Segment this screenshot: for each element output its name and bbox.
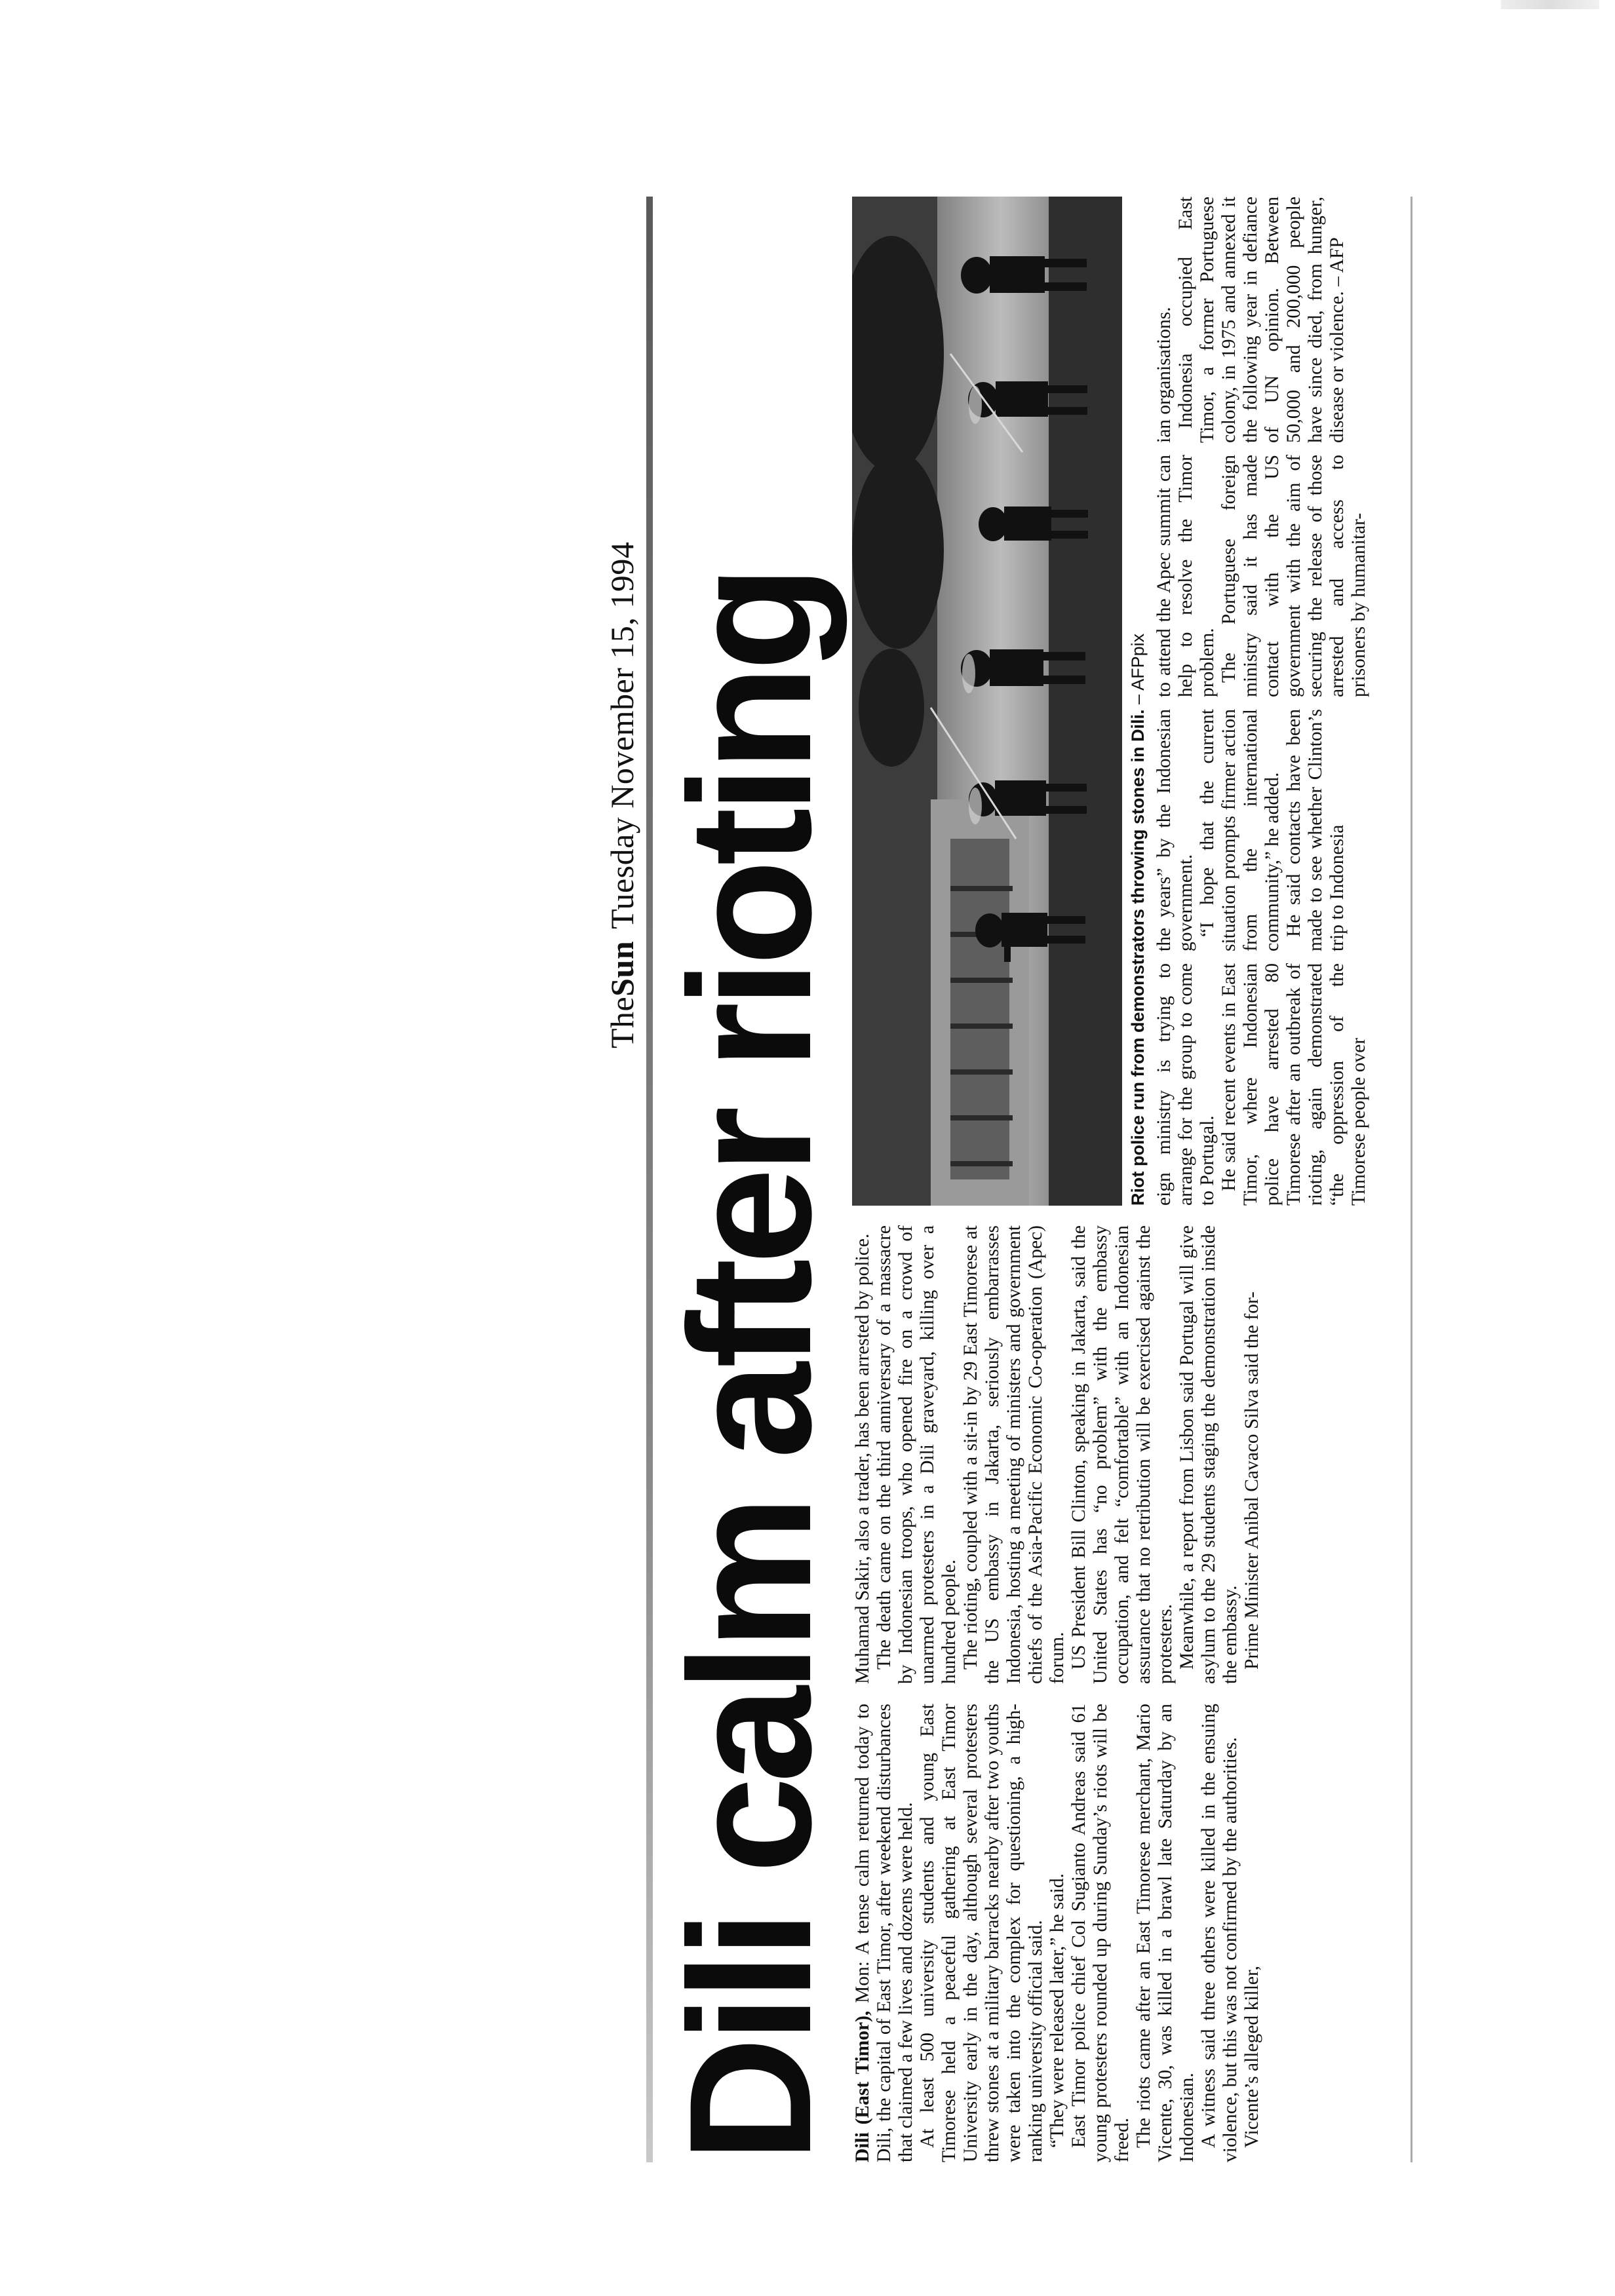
article-paragraph: eign ministry is trying to arrange for the group to come to Portugal. [1154,963,1218,1206]
article-paragraph: Meanwhile, a report from Lisbon said Portugal will give asylum to the 29 students staging the demonstration inside the embassy. [1177,1225,1241,1684]
article-paragraph: ian organisations. [1154,307,1175,443]
article-column-4 [1154,709,1403,951]
newspaper-clipping [603,197,1521,2162]
masthead-rule [646,197,653,2162]
article-paragraph: Muhamad Sakir, also a trader, has been arrested by police. [852,1233,873,1684]
masthead-brand-name: Sun [604,940,640,997]
article-paragraph: The riots came after an East Timorese merchant, Mario Vicente, 30, was killed in a brawl late Saturday by an Indonesian. [1133,1704,1197,2162]
article-paragraph: Vicente’s alleged killer, [1241,1965,1262,2148]
article-paragraph: The rioting, coupled with a sit-in by 29 East Timorese at the US embassy in Jakarta, seriously embarrasses Indonesia, hosting a meeting of ministers and government chiefs of the Asia-Pacific Economic Co-operation (Apec) forum. [960,1225,1068,1684]
news-photo [852,197,1122,1206]
article-column-6 [1154,197,1403,443]
masthead-brand-prefix: The [604,996,640,1048]
article-column-5 [1154,455,1403,697]
article-column-3 [1154,963,1403,1206]
photo-credit: – AFPpix [1128,633,1148,710]
article-paragraph: A witness said three others were killed in the ensuing violence, but this was not confirmed by the authorities. [1198,1704,1241,2162]
article-paragraph: “They were released later,” he said. [1047,1873,1068,2148]
photo-caption [1127,197,1148,1206]
article-paragraph: He said recent events in East Timor, where Indonesian police have arrested 80 Timorese after an outbreak of rioting, again demonstrated “the oppression of the Timorese people over [1218,963,1369,1206]
riot-scene-image [852,197,1122,1206]
article-paragraph: The death came on the third anniversary of a massacre by Indonesian troops, who opened fire on a crowd of unarmed protesters in a Dili graveyard, killing over a hundred people. [874,1225,960,1684]
article-column-1 [852,1703,1262,2162]
article-column-2 [852,1225,1262,1684]
article-paragraph: Prime Minister Anibal Cavaco Silva said the for- [1241,1291,1262,1670]
masthead-date: Tuesday November 15, 1994 [604,541,640,929]
masthead-row [603,197,645,2162]
lead-text: Mon: A tense calm returned today to Dili, the capital of East Timor, after weekend disturbances that claimed a few lives and dozens were held. [852,1703,916,2162]
article-paragraph: The Portuguese foreign ministry said it has made contact with the US government with the aim of securing the release of those arrested and access to prisoners by humanitar- [1218,455,1369,697]
article-headline: Dili calm after rioting [653,571,847,2162]
article-paragraph: US President Bill Clinton, speaking in Jakarta, said the United States has “no problem” with the embassy occupation, and felt “comfortable” with an Indonesian assurance that no retribution will be exercised against the protesters. [1068,1225,1176,1684]
article-paragraph: East Timor police chief Col Sugianto Andreas said 61 young protesters rounded up during Sunday’s riots will be freed. [1068,1704,1133,2162]
article-paragraph: He said contacts have been made to see whether Clinton’s trip to Indonesia [1283,709,1348,951]
article-paragraph: Indonesia occupied East Timor, a former Portuguese colony, in 1975 and annexed it the following year in defiance of UN opinion. Between 50,000 and 200,000 people have since died, from hunger, disease or violence. – AFP [1175,197,1348,443]
article-paragraph: the years” by the Indonesian government. [1154,709,1196,951]
article-paragraph: “I hope that the current situation prompts firmer action from the international community,” he added. [1197,709,1283,951]
article-paragraph: At least 500 university students and young East Timorese held a peaceful gathering at East Timor University early in the day, although several protesters threw stones at a military barracks nearby after two youths were taken into the complex for questioning, a high-ranking university official said. [917,1704,1046,2162]
clipping-edge-rule [1411,197,1412,2162]
photo-caption-text: Riot police run from demonstrators throwing stones in Dili. [1128,709,1148,1206]
scanner-artifact [1501,0,1599,9]
article-dateline: Dili (East Timor), [852,2010,873,2162]
article-paragraph [852,1704,917,2162]
article-paragraph: to attend the Apec summit can help to resolve the Timor problem. [1154,455,1218,697]
masthead [603,542,641,1048]
